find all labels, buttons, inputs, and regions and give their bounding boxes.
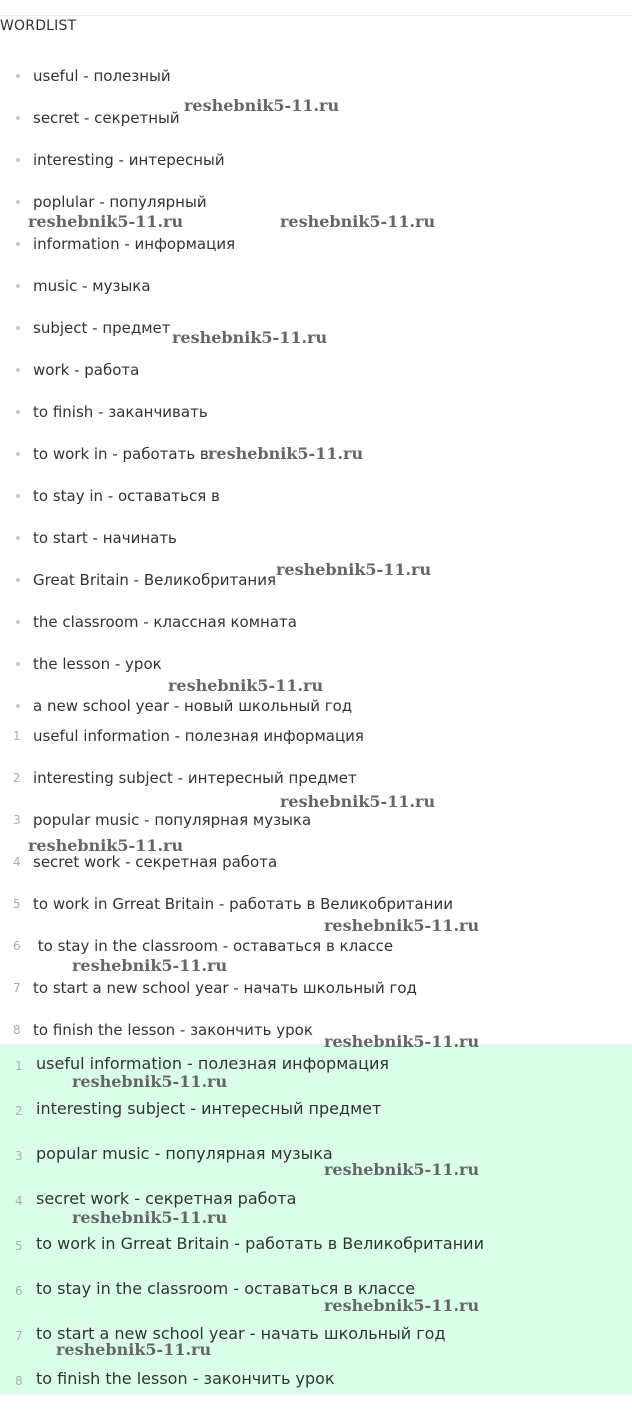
watermark: reshebnik5-11.ru [72,1208,228,1227]
phrase-text: to stay in the classroom - оставаться в классе [33,937,394,955]
watermark: reshebnik5-11.ru [72,956,228,975]
bullet-icon [16,704,20,708]
bullet-icon [16,452,20,456]
item-number: 4 [15,1194,23,1208]
answer-text: to start a new school year - начать школьный год [36,1324,446,1343]
page-title: WORDLIST [0,18,77,34]
bullet-icon [16,494,20,498]
bullet-icon [16,158,20,162]
word-pair: a new school year - новый школьный год [33,697,353,715]
bullet-icon [16,326,20,330]
bullet-icon [16,242,20,246]
bullet-icon [16,662,20,666]
watermark: reshebnik5-11.ru [208,444,364,463]
item-number: 1 [13,729,21,743]
watermark: reshebnik5-11.ru [184,96,340,115]
item-number: 2 [15,1104,23,1118]
answer-text: to work in Grreat Britain - работать в Великобритании [36,1234,484,1253]
answer-text: secret work - секретная работа [36,1189,297,1208]
bullet-icon [16,410,20,414]
phrase-text: interesting subject - интересный предмет [33,769,357,787]
answer-text: to finish the lesson - закончить урок [36,1369,335,1388]
bullet-icon [16,620,20,624]
word-pair: poplular - популярный [33,193,207,211]
item-number: 1 [15,1059,23,1073]
item-number: 4 [13,855,21,869]
word-pair: subject - предмет [33,319,171,337]
word-pair: work - работа [33,361,140,379]
item-number: 6 [15,1284,23,1298]
phrase-text: to start a new school year - начать школьный год [33,979,417,997]
watermark: reshebnik5-11.ru [324,1160,480,1179]
watermark: reshebnik5-11.ru [28,836,184,855]
word-pair: secret - секретный [33,109,180,127]
watermark: reshebnik5-11.ru [168,676,324,695]
word-pair: music - музыка [33,277,151,295]
bullet-icon [16,200,20,204]
item-number: 2 [13,771,21,785]
answer-text: useful information - полезная информация [36,1054,389,1073]
watermark: reshebnik5-11.ru [28,212,184,231]
phrase-text: secret work - секретная работа [33,853,278,871]
word-pair: to work in - работать в [33,445,209,463]
phrase-text: popular music - популярная музыка [33,811,312,829]
word-pair: the lesson - урок [33,655,162,673]
bullet-icon [16,116,20,120]
bullet-icon [16,578,20,582]
item-number: 3 [13,813,21,827]
item-number: 5 [13,897,21,911]
word-pair: useful - полезный [33,67,171,85]
watermark: reshebnik5-11.ru [56,1340,212,1359]
watermark: reshebnik5-11.ru [280,792,436,811]
bullet-icon [16,284,20,288]
item-number: 8 [15,1374,23,1388]
answer-text: to stay in the classroom - оставаться в классе [36,1279,416,1298]
word-pair: to finish - заканчивать [33,403,208,421]
item-number: 8 [13,1023,21,1037]
word-pair: the classroom - классная комната [33,613,297,631]
word-pair: to start - начинать [33,529,177,547]
item-number: 3 [15,1149,23,1163]
bullet-icon [16,74,20,78]
watermark: reshebnik5-11.ru [280,212,436,231]
top-divider [0,15,632,16]
bullet-icon [16,368,20,372]
answer-text: interesting subject - интересный предмет [36,1099,382,1118]
watermark: reshebnik5-11.ru [324,1032,480,1051]
item-number: 5 [15,1239,23,1253]
word-pair: information - информация [33,235,236,253]
watermark: reshebnik5-11.ru [72,1072,228,1091]
item-number: 7 [15,1329,23,1343]
word-pair: to stay in - оставаться в [33,487,220,505]
phrase-text: to work in Grreat Britain - работать в Великобритании [33,895,453,913]
watermark: reshebnik5-11.ru [172,328,328,347]
word-pair: Great Britain - Великобритания [33,571,276,589]
phrase-text: useful information - полезная информация [33,727,364,745]
watermark: reshebnik5-11.ru [324,1296,480,1315]
phrase-text: to finish the lesson - закончить урок [33,1021,313,1039]
watermark: reshebnik5-11.ru [324,916,480,935]
word-pair: interesting - интересный [33,151,225,169]
item-number: 6 [13,939,21,953]
watermark: reshebnik5-11.ru [276,560,432,579]
answer-text: popular music - популярная музыка [36,1144,333,1163]
item-number: 7 [13,981,21,995]
bullet-icon [16,536,20,540]
